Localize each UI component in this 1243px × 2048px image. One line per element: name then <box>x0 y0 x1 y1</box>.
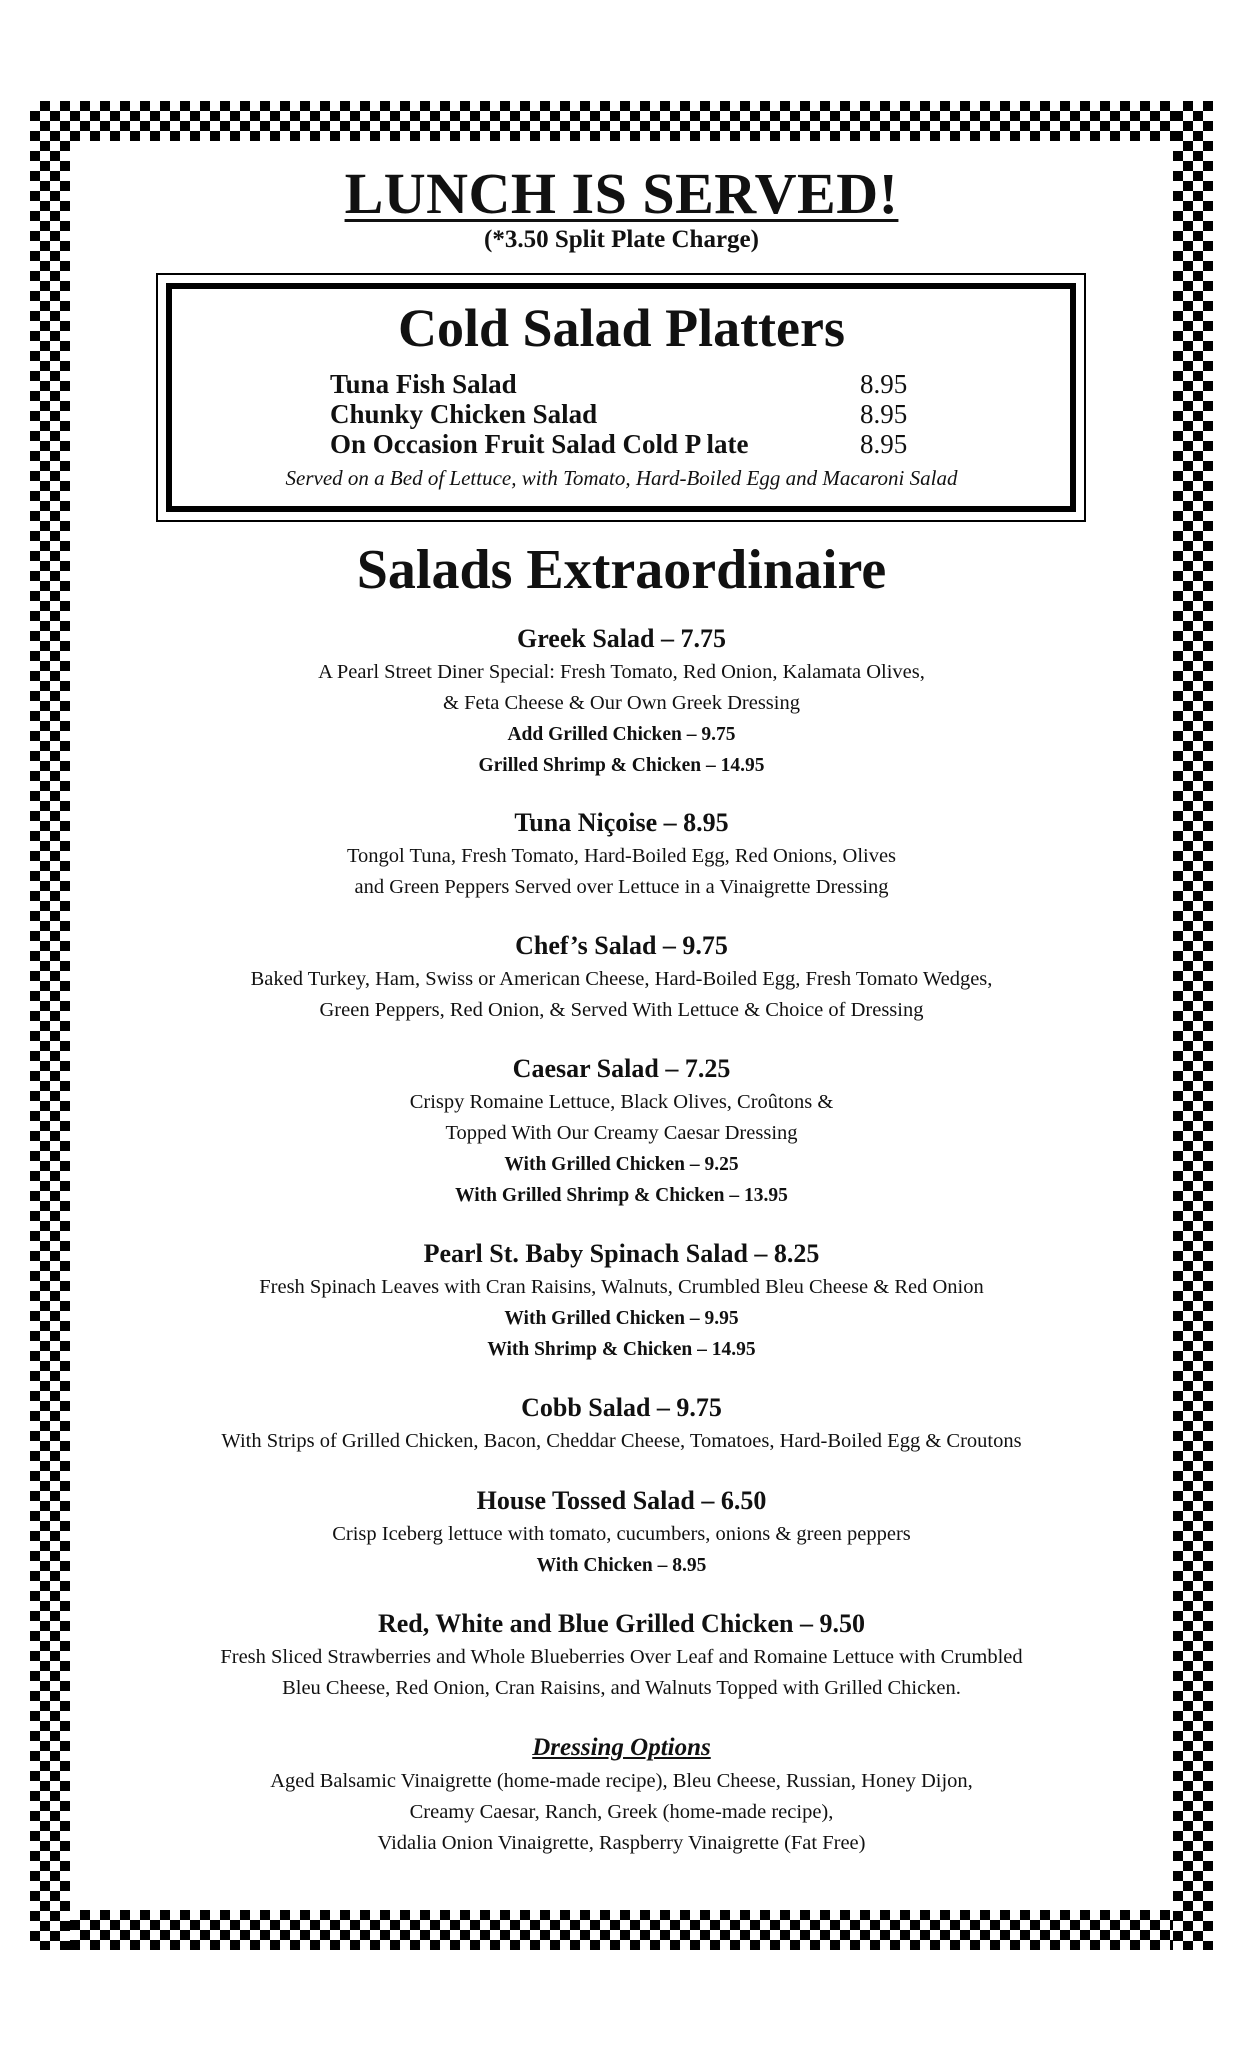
salad-description: Topped With Our Creamy Caesar Dressing <box>445 1122 798 1144</box>
salad-description: Crispy Romaine Lettuce, Black Olives, Croûtons & <box>409 1091 834 1113</box>
salad-name: Greek Salad – 7.75 <box>517 624 726 653</box>
dressing-line: Creamy Caesar, Ranch, Greek (home-made recipe), <box>409 1801 834 1823</box>
salad-addon: With Shrimp & Chicken – 14.95 <box>487 1339 756 1360</box>
salad-description: A Pearl Street Diner Special: Fresh Tomato, Red Onion, Kalamata Olives, <box>318 661 925 683</box>
salad-description: and Green Peppers Served over Lettuce in a Vinaigrette Dressing <box>354 876 889 898</box>
salad-name: Caesar Salad – 7.25 <box>512 1054 731 1083</box>
platter-item <box>330 429 920 460</box>
dressing-options <box>0 1732 1243 1859</box>
salad-item-tuna-nicoise <box>0 807 1243 903</box>
salad-addon: Grilled Shrimp & Chicken – 14.95 <box>478 755 765 776</box>
salad-addon: With Chicken – 8.95 <box>536 1555 707 1576</box>
platter-item-name: Tuna Fish Salad <box>330 369 517 399</box>
salad-description: & Feta Cheese & Our Own Greek Dressing <box>443 692 800 714</box>
checkered-border-bottom <box>30 1910 1213 1950</box>
salad-name: Cobb Salad – 9.75 <box>521 1393 722 1422</box>
salad-description: Baked Turkey, Ham, Swiss or American Cheese, Hard-Boiled Egg, Fresh Tomato Wedges, <box>250 968 993 990</box>
salad-item-greek <box>0 623 1243 781</box>
salad-addon: Add Grilled Chicken – 9.75 <box>507 724 736 745</box>
salad-item-cobb <box>0 1392 1243 1457</box>
platter-item <box>330 369 920 400</box>
salad-name: House Tossed Salad – 6.50 <box>476 1486 767 1515</box>
salad-name: Chef’s Salad – 9.75 <box>515 931 728 960</box>
salad-description: Crisp Iceberg lettuce with tomato, cucumbers, onions & green peppers <box>332 1523 911 1545</box>
salad-description: Tongol Tuna, Fresh Tomato, Hard-Boiled Egg, Red Onions, Olives <box>346 845 897 867</box>
dressing-title: Dressing Options <box>532 1734 711 1761</box>
salad-name: Tuna Niçoise – 8.95 <box>514 808 729 837</box>
split-plate-charge: (*3.50 Split Plate Charge) <box>484 226 759 253</box>
platter-item-name: Chunky Chicken Salad <box>330 399 598 429</box>
salad-description: With Strips of Grilled Chicken, Bacon, Cheddar Cheese, Tomatoes, Hard-Boiled Egg & Croutons <box>221 1430 1022 1452</box>
dressing-line: Vidalia Onion Vinaigrette, Raspberry Vinaigrette (Fat Free) <box>377 1832 866 1854</box>
salad-description: Green Peppers, Red Onion, & Served With Lettuce & Choice of Dressing <box>319 999 924 1021</box>
salad-description: Fresh Spinach Leaves with Cran Raisins, Walnuts, Crumbled Bleu Cheese & Red Onion <box>259 1276 984 1298</box>
salad-item-chefs <box>0 930 1243 1026</box>
salad-item-red-white-blue <box>0 1608 1243 1704</box>
platter-item-price: 8.95 <box>860 429 908 459</box>
salad-name: Red, White and Blue Grilled Chicken – 9.50 <box>377 1609 866 1638</box>
platter-item <box>330 399 920 430</box>
platter-item-price: 8.95 <box>860 399 908 429</box>
salad-item-spinach <box>0 1238 1243 1365</box>
salad-item-house-tossed <box>0 1485 1243 1581</box>
salad-addon: With Grilled Shrimp & Chicken – 13.95 <box>455 1185 788 1206</box>
checkered-border-top <box>30 101 1213 141</box>
salad-addon: With Grilled Chicken – 9.25 <box>504 1154 739 1175</box>
platter-item-price: 8.95 <box>860 369 908 399</box>
cold-platters-title: Cold Salad Platters <box>397 298 845 358</box>
salads-title: Salads Extraordinaire <box>356 539 887 601</box>
platters-note: Served on a Bed of Lettuce, with Tomato, Hard-Boiled Egg and Macaroni Salad <box>285 466 958 490</box>
dressing-line: Aged Balsamic Vinaigrette (home-made recipe), Bleu Cheese, Russian, Honey Dijon, <box>270 1770 973 1792</box>
page-title: LUNCH IS SERVED! <box>344 161 899 226</box>
salad-name: Pearl St. Baby Spinach Salad – 8.25 <box>423 1239 820 1268</box>
platter-item-name: On Occasion Fruit Salad Cold P late <box>330 429 749 459</box>
salad-addon: With Grilled Chicken – 9.95 <box>504 1308 739 1329</box>
salad-item-caesar <box>0 1053 1243 1211</box>
salad-description: Fresh Sliced Strawberries and Whole Blueberries Over Leaf and Romaine Lettuce with Crumbled <box>220 1646 1023 1668</box>
salad-description: Bleu Cheese, Red Onion, Cran Raisins, and Walnuts Topped with Grilled Chicken. <box>282 1677 961 1699</box>
